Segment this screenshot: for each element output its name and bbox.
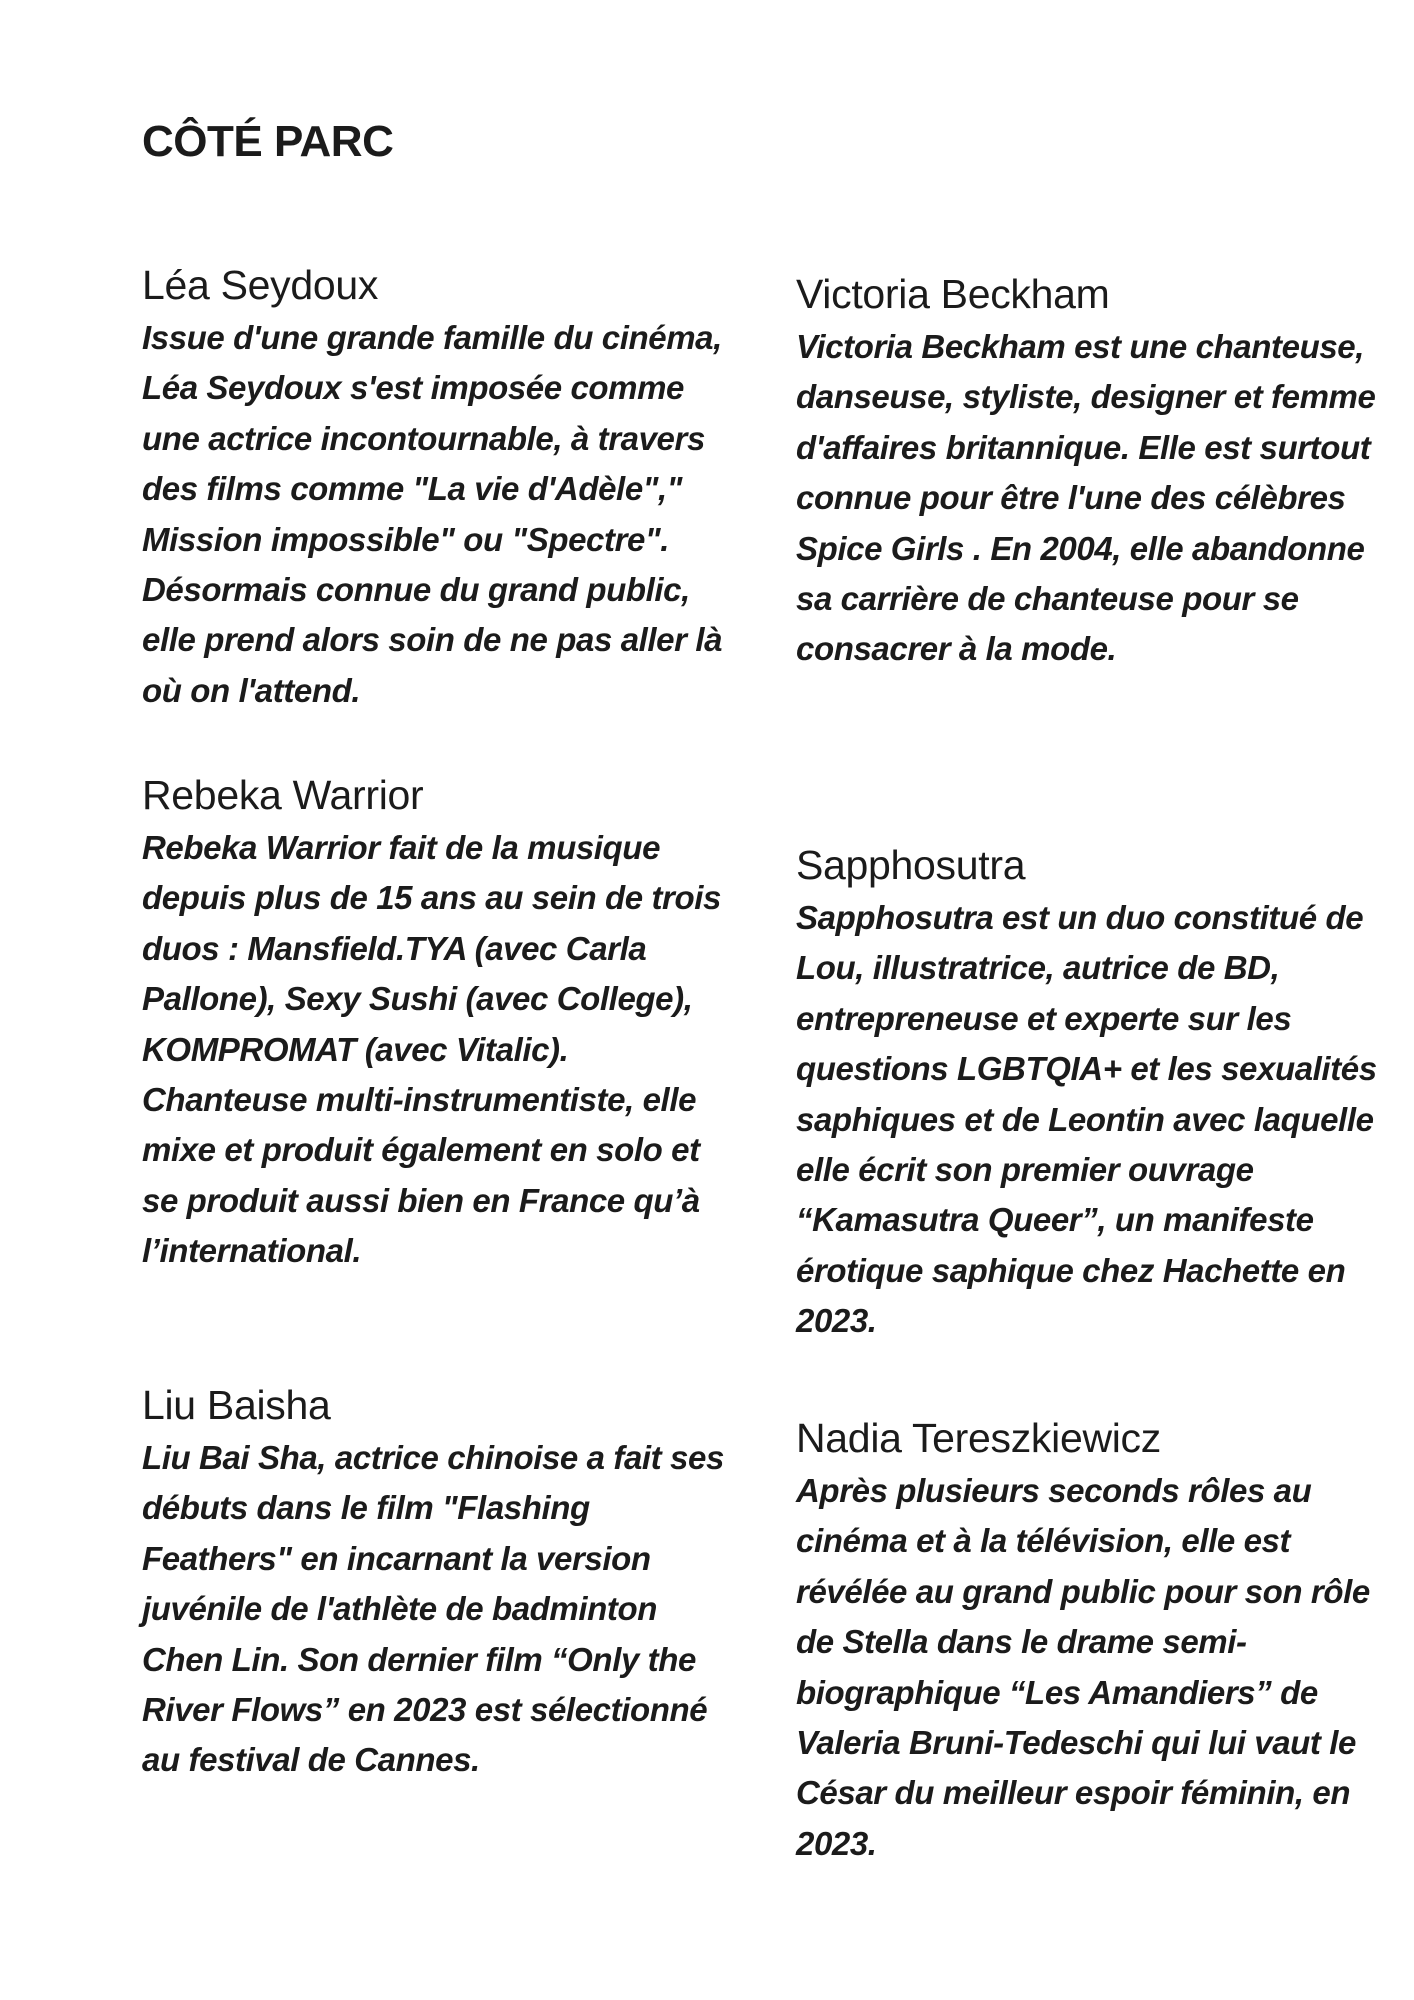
- profile-name: Léa Seydoux: [142, 262, 379, 308]
- profile-name: Sapphosutra: [796, 842, 1026, 888]
- profile-bio: Sapphosutra est un duo constitué de Lou, illustratrice, autrice de BD, entrepreneuse et experte sur les questions LGBTQIA+ et les sexualités saphiques et de Leontin avec laquelle elle écrit son premier ouvrage “Kamasutra Queer”, un manifeste érotique saphique chez Hachette en 2023.: [796, 899, 1377, 1340]
- profile-bio: Victoria Beckham est une chanteuse, danseuse, styliste, designer et femme d'affaires britannique. Elle est surtout connue pour être l'une des célèbres Spice Girls . En 2004, elle abandonne sa carrière de chanteuse pour se consacrer à la mode.: [796, 328, 1376, 668]
- profile-liu-baisha: [142, 1377, 742, 1786]
- profile-name: Rebeka Warrior: [142, 772, 424, 818]
- profile-bio: Après plusieurs seconds rôles au cinéma et à la télévision, elle est révélée au grand public pour son rôle de Stella dans le drame semi-biographique “Les Amandiers” de Valeria Bruni-Tedeschi qui lui vaut le César du meilleur espoir féminin, en 2023.: [796, 1472, 1370, 1862]
- profile-rebeka-warrior: [142, 767, 742, 1277]
- profile-name: Victoria Beckham: [796, 271, 1110, 317]
- profile-name: Nadia Tereszkiewicz: [796, 1415, 1161, 1461]
- profile-bio: Rebeka Warrior fait de la musique depuis plus de 15 ans au sein de trois duos : Mansfield.TYA (avec Carla Pallone), Sexy Sushi (avec College), KOMPROMAT (avec Vitalic). Chanteuse multi-instrumentiste, elle mixe et produit également en solo et se produit aussi bien en France qu’à l’international.: [142, 829, 721, 1270]
- page-title: CÔTÉ PARC: [142, 117, 394, 166]
- profile-sapphosutra: [796, 837, 1396, 1347]
- profile-bio: Issue d'une grande famille du cinéma, Léa Seydoux s'est imposée comme une actrice incontournable, à travers des films comme "La vie d'Adèle"," Mission impossible" ou "Spectre". Désormais connue du grand public, elle prend alors soin de ne pas aller là où on l'attend.: [142, 319, 723, 709]
- profile-victoria-beckham: [796, 266, 1396, 675]
- profile-bio: Liu Bai Sha, actrice chinoise a fait ses débuts dans le film "Flashing Feathers" en incarnant la version juvénile de l'athlète de badminton Chen Lin. Son dernier film “Only the River Flows” en 2023 est sélectionné au festival de Cannes.: [142, 1439, 724, 1779]
- profile-name: Liu Baisha: [142, 1382, 331, 1428]
- profile-nadia-tereszkiewicz: [796, 1410, 1396, 1869]
- profile-lea-seydoux: [142, 257, 742, 716]
